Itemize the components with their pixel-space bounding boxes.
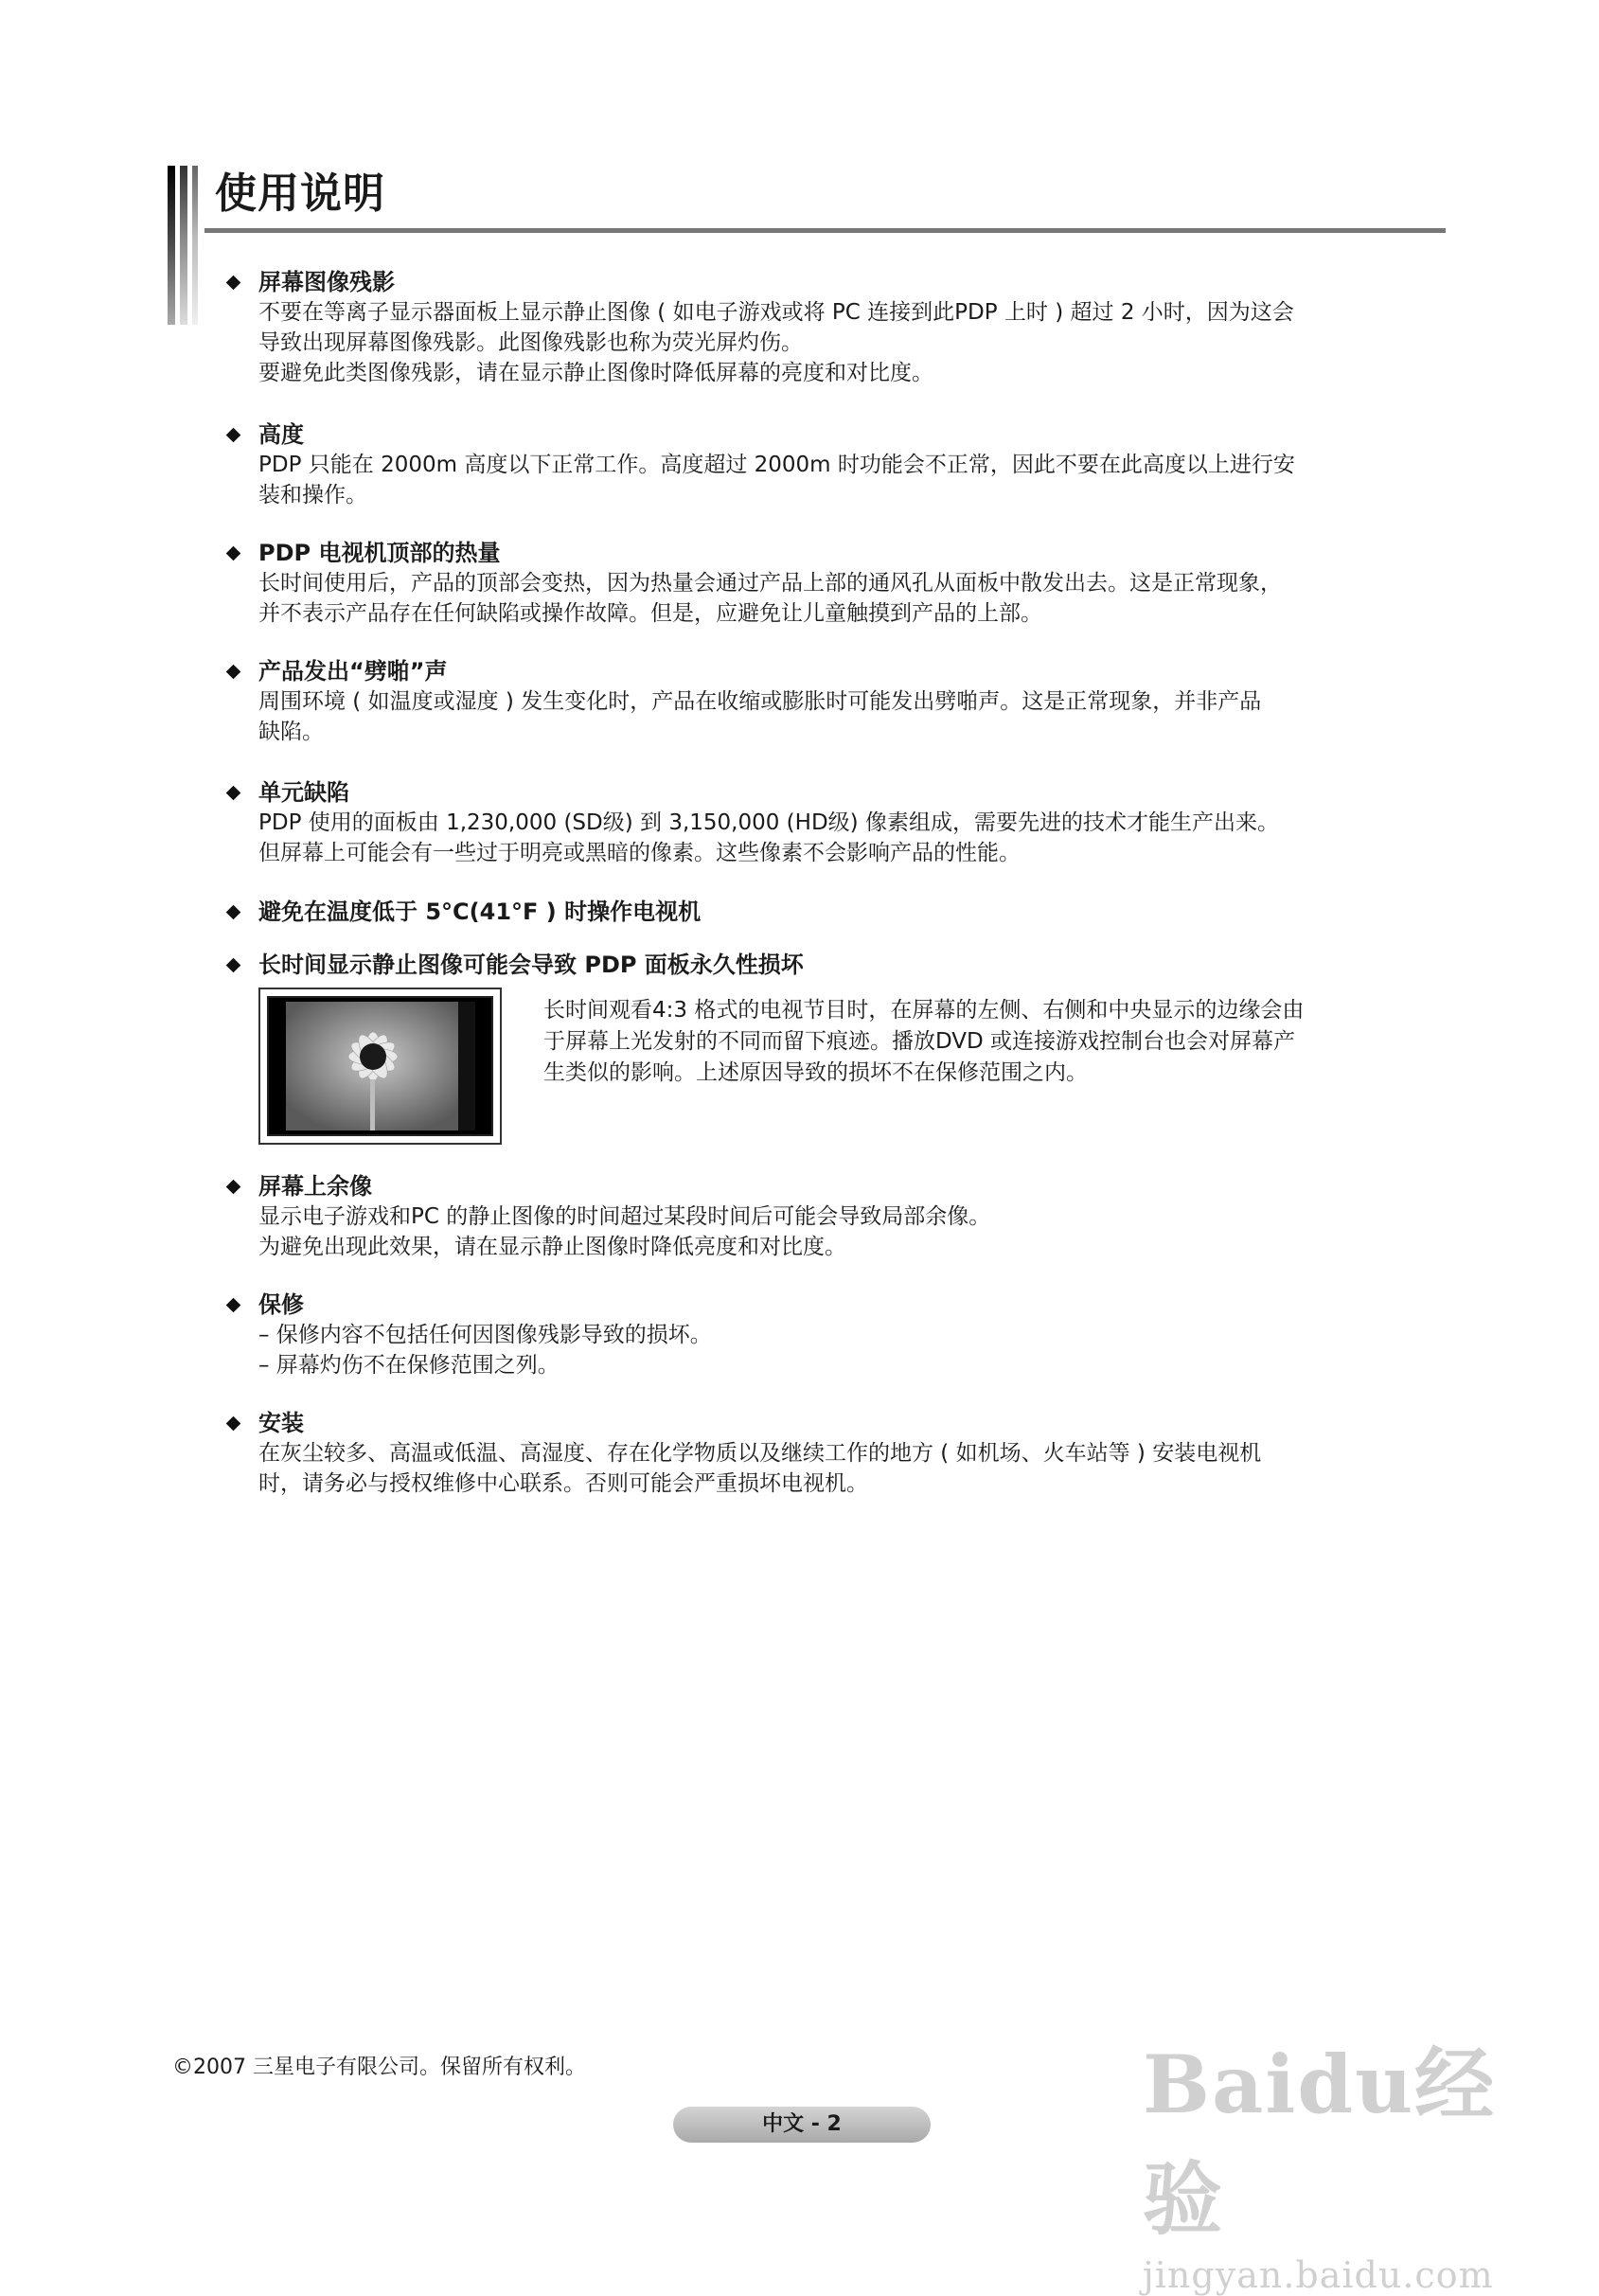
section-cell-defects	[224, 777, 1455, 868]
section-line: PDP 只能在 2000m 高度以下正常工作。高度超过 2000m 时功能会不正常，因此不要在此高度以上进行安	[258, 453, 1295, 477]
still-image-description	[543, 995, 1452, 1089]
page-title: 使用说明	[215, 169, 385, 218]
diamond-bullet-icon	[226, 1415, 241, 1431]
section-afterimage	[224, 1171, 1455, 1262]
section-line: 为避免出现此效果，请在显示静止图像时降低亮度和对比度。	[258, 1235, 846, 1259]
section-title: PDP 电视机顶部的热量	[258, 540, 501, 566]
section-line: PDP 使用的面板由 1,230,000 (SD级) 到 3,150,000 (HD级) 像素组成，需要先进的技术才能生产出来。	[258, 810, 1279, 835]
section-line: 要避免此类图像残影，请在显示静止图像时降低屏幕的亮度和对比度。	[258, 361, 933, 385]
section-line: 缺陷。	[258, 720, 324, 744]
section-title: 屏幕图像残影	[258, 269, 395, 295]
diamond-bullet-icon	[226, 275, 241, 290]
header-accent-bar	[168, 166, 175, 325]
section-warranty	[224, 1290, 1455, 1380]
section-altitude	[224, 419, 1455, 510]
section-title: 单元缺陷	[258, 779, 349, 806]
watermark-url: jingyan.baidu.com	[1143, 2254, 1494, 2296]
section-title: 产品发出“劈啪”声	[258, 658, 448, 685]
header-accent-bar	[180, 166, 187, 325]
diamond-bullet-icon	[226, 1297, 241, 1312]
section-title: 避免在温度低于 5°C(41°F ) 时操作电视机	[258, 899, 702, 925]
section-heat	[224, 538, 1455, 629]
section-title: 长时间显示静止图像可能会导致 PDP 面板永久性损坏	[258, 952, 804, 978]
section-line: 时，请务必与授权维修中心联系。否则可能会严重损坏电视机。	[258, 1471, 868, 1496]
section-installation	[224, 1408, 1455, 1499]
section-low-temperature	[224, 897, 1455, 927]
section-line: – 屏幕灼伤不在保修范围之列。	[258, 1353, 560, 1378]
watermark-logo: Baidu经验	[1143, 2038, 1497, 2246]
diamond-bullet-icon	[226, 427, 241, 442]
section-crackling-noise	[224, 656, 1455, 747]
diamond-bullet-icon	[226, 785, 241, 800]
section-title: 保修	[258, 1291, 304, 1318]
sunflower-icon	[269, 998, 491, 1134]
section-line: 在灰尘较多、高温或低温、高湿度、存在化学物质以及继续工作的地方 ( 如机场、火车站等 ) 安装电视机	[258, 1441, 1262, 1466]
baidu-watermark	[1143, 2021, 1540, 2296]
section-title: 高度	[258, 421, 304, 448]
section-line: 于屏幕上光发射的不同而留下痕迹。播放DVD 或连接游戏控制台也会对屏幕产	[543, 1029, 1296, 1054]
section-line: 导致出现屏幕图像残影。此图像残影也称为荧光屏灼伤。	[258, 330, 803, 355]
diamond-bullet-icon	[226, 545, 241, 561]
section-screen-image-retention	[224, 267, 1455, 388]
section-line: 并不表示产品存在任何缺陷或操作故障。但是，应避免让儿童触摸到产品的上部。	[258, 601, 1042, 626]
section-line: – 保修内容不包括任何因图像残影导致的损坏。	[258, 1323, 712, 1347]
diamond-bullet-icon	[226, 1179, 241, 1194]
page-number-badge: 中文 - 2	[673, 2107, 931, 2143]
diamond-bullet-icon	[226, 957, 241, 972]
section-title: 屏幕上余像	[258, 1173, 372, 1200]
diamond-bullet-icon	[226, 904, 241, 919]
title-divider	[204, 228, 1446, 233]
section-line: 不要在等离子显示器面板上显示静止图像 ( 如电子游戏或将 PC 连接到此PDP 上时 ) 超过 2 小时，因为这会	[258, 300, 1294, 325]
section-line: 显示电子游戏和PC 的静止图像的时间超过某段时间后可能会导致局部余像。	[258, 1204, 991, 1229]
section-line: 生类似的影响。上述原因导致的损坏不在保修范围之内。	[543, 1060, 1088, 1085]
section-still-image-damage	[224, 950, 1455, 980]
section-line: 装和操作。	[258, 483, 367, 507]
diamond-bullet-icon	[226, 664, 241, 679]
section-title: 安装	[258, 1410, 304, 1436]
section-line: 长时间观看4:3 格式的电视节目时，在屏幕的左侧、右侧和中央显示的边缘会由	[543, 998, 1305, 1023]
section-line: 周围环境 ( 如温度或湿度 ) 发生变化时，产品在收缩或膨胀时可能发出劈啪声。这是正常现象，并非产品	[258, 689, 1262, 714]
section-line: 但屏幕上可能会有一些过于明亮或黑暗的像素。这些像素不会影响产品的性能。	[258, 841, 1021, 865]
section-line: 长时间使用后，产品的顶部会变热，因为热量会通过产品上部的通风孔从面板中散发出去。这是正常现象，	[258, 571, 1282, 596]
copyright-notice: ©2007 三星电子有限公司。保留所有权利。	[172, 2056, 586, 2079]
sunflower-screen-image	[258, 988, 502, 1145]
header-accent-bar	[192, 166, 198, 325]
